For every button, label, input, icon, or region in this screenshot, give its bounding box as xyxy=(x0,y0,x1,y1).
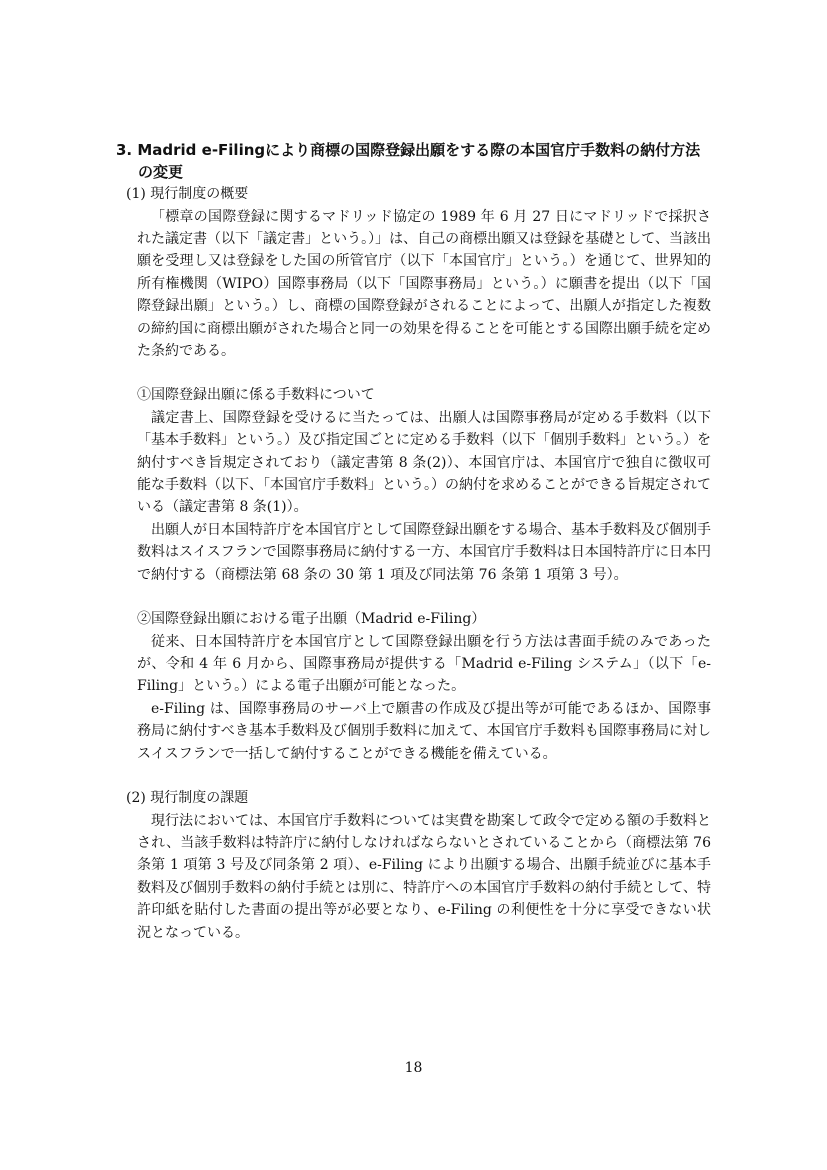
paragraph-efiling-features: e-Filing は、国際事務局のサーバ上で願書の作成及び提出等が可能であるほか、国際事務局に納付すべき基本手数料及び個別手数料に加えて、本国官庁手数料も国際事務局に対しスイスフランで一括して納付することができる機能を備えている。 xyxy=(137,700,711,762)
item-title-fees: ①国際登録出願に係る手数料について xyxy=(137,387,375,404)
spacer xyxy=(116,586,711,608)
paragraph-fees-protocol: 議定書上、国際登録を受けるに当たっては、出願人は国際事務局が定める手数料（以下「基本手数料」という。）及び指定国ごとに定める手数料（以下「個別手数料」という。）を納付すべき旨規定されており（議定書第 8 条(2)）、本国官庁は、本国官庁で独自に徴収可能な手数料（以下、「本国官庁手数料」という。）の納付を求めることができる旨規定されている（議定書第 8 条(1)）。 xyxy=(137,409,711,516)
spacer xyxy=(116,765,711,787)
spacer xyxy=(116,362,711,384)
subsection-title-current-system: (1) 現行制度の概要 xyxy=(126,186,249,202)
paragraph-fees-payment: 出願人が日本国特許庁を本国官庁として国際登録出願をする場合、基本手数料及び個別手数料はスイスフランで国際事務局に納付する一方、本国官庁手数料は日本国特許庁に日本円で納付する（商標法第 68 条の 30 第 1 項及び同法第 76 条第 1 項第 3 号）。 xyxy=(137,521,711,583)
paragraph-efiling-intro: 従来、日本国特許庁を本国官庁として国際登録出願を行う方法は書面手続のみであったが、令和 4 年 6 月から、国際事務局が提供する「Madrid e-Filing システム」（以下「e-Filing」という。）による電子出願が可能となった。 xyxy=(137,633,711,695)
item-title-efiling: ②国際登録出願における電子出願（Madrid e-Filing） xyxy=(137,611,486,628)
paragraph-issues: 現行法においては、本国官庁手数料については実費を勘案して政令で定める額の手数料とされ、当該手数料は特許庁に納付しなければならないとされていることから（商標法第 76 条第 1 項第 3 号及び同条第 2 項）、e-Filing により出願する場合、出願手続並びに基本手数料及び個別手数料の納付手続とは別に、特許庁への本国官庁手数料の納付手続として、特許印紙を貼付した書面の提出等が必要となり、e-Filing の利便性を十分に享受できない状況となっている。 xyxy=(137,812,711,941)
page-number: 18 xyxy=(404,1060,423,1076)
document-body xyxy=(116,139,711,944)
paragraph-protocol-overview: 「標章の国際登録に関するマドリッド協定の 1989 年 6 月 27 日にマドリッドで採択された議定書（以下「議定書」という。）」は、自己の商標出願又は登録を基礎として、当該出願を受理し又は登録をした国の所管官庁（以下「本国官庁」という。）を通じて、世界知的所有権機関（WIPO）国際事務局（以下「国際事務局」という。）に願書を提出（以下「国際登録出願」という。）し、商標の国際登録がされることによって、出願人が指定した複数の締約国に商標出願がされた場合と同一の効果を得ることを可能とする国際出願手続を定めた条約である。 xyxy=(137,208,711,359)
subsection-title-issues: (2) 現行制度の課題 xyxy=(126,790,249,807)
section-heading: 3. Madrid e-Filingにより商標の国際登録出願をする際の本国官庁手数料の納付方法の変更 xyxy=(116,141,701,181)
